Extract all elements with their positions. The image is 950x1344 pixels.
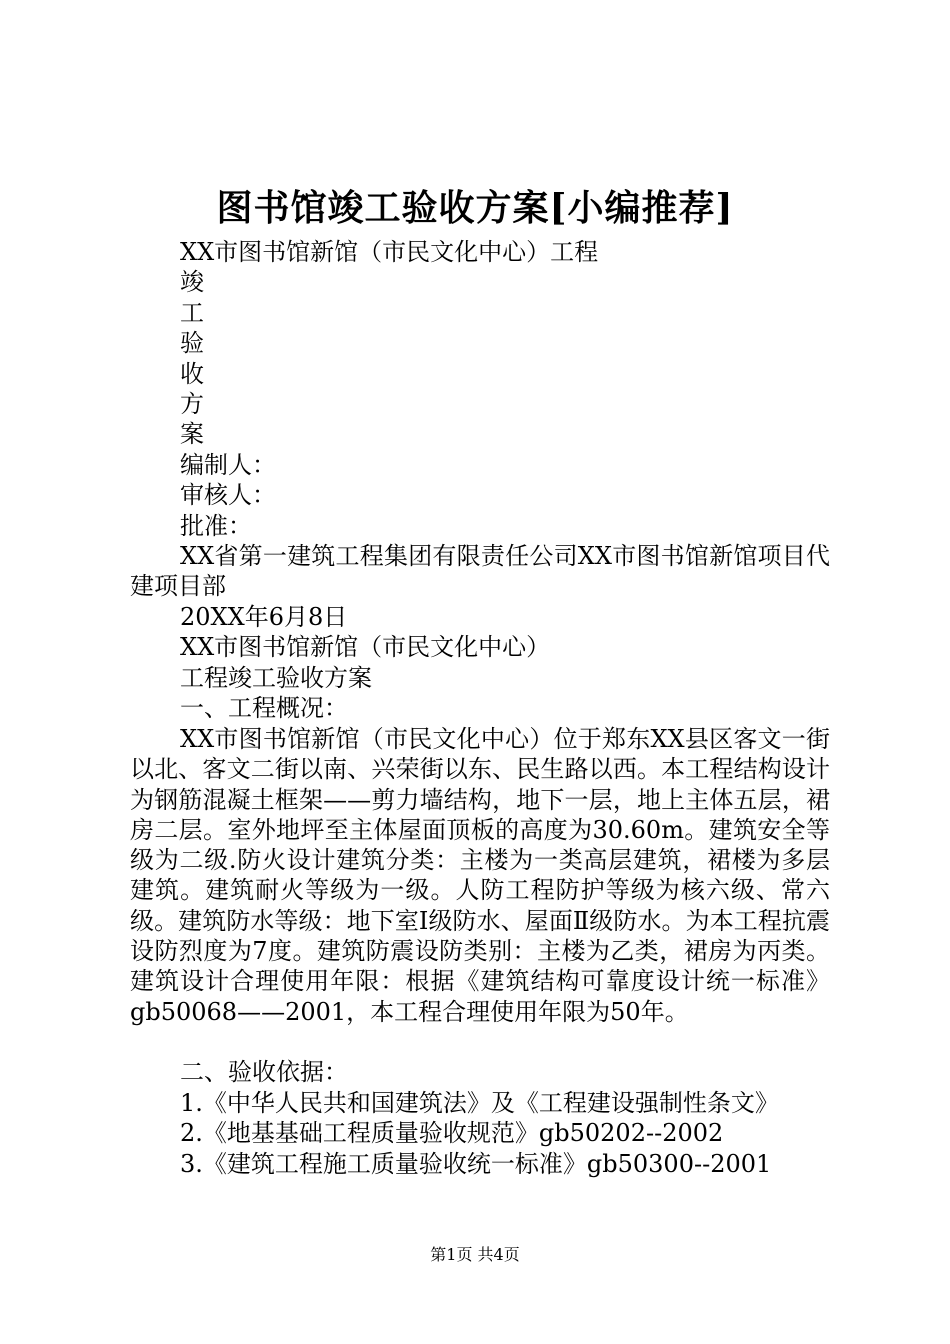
section2-heading: 二、验收依据： xyxy=(180,1058,348,1086)
document-title: 图书馆竣工验收方案[小编推荐] xyxy=(216,187,734,229)
vertical-char: 收 xyxy=(180,360,204,388)
basis-item: 3.《建筑工程施工质量验收统一标准》gb50300--2001 xyxy=(180,1150,772,1178)
section1-body: XX市图书馆新馆（市民文化中心）位于郑东XX县区客文一街以北、客文二街以南、兴荣街以东、民生路以西。本工程结构设计为钢筋混凝土框架——剪力墙结构，地下一层，地上主体五层，裙房二层。室外地坪至主体屋面顶板的高度为30.60m。建筑安全等级为二级.防火设计建筑分类：主楼为一类高层建筑，裙楼为多层建筑。建筑耐火等级为一级。人防工程防护等级为核六级、常六级。建筑防水等级：地下室Ⅰ级防水、屋面Ⅱ级防水。为本工程抗震设防烈度为7度。建筑防震设防类别：主楼为乙类，裙房为丙类。建筑设计合理使用年限：根据《建筑结构可靠度设计统一标准》gb50068——2001，本工程合理使用年限为50年。 xyxy=(130,725,830,1026)
vertical-char: 方 xyxy=(180,390,204,418)
vertical-char: 案 xyxy=(180,420,204,448)
sub-title-2: 工程竣工验收方案 xyxy=(180,664,372,692)
signer-editor: 编制人： xyxy=(180,451,276,479)
page-footer: 第1页 共4页 xyxy=(430,1245,520,1264)
vertical-char: 工 xyxy=(180,299,204,327)
sub-title-1: XX市图书馆新馆（市民文化中心） xyxy=(180,633,551,661)
signer-approver: 批准： xyxy=(180,512,252,540)
basis-item: 2.《地基基础工程质量验收规范》gb50202--2002 xyxy=(180,1119,724,1147)
document-date: 20XX年6月8日 xyxy=(180,603,348,631)
vertical-char: 验 xyxy=(180,329,204,357)
company-name: XX省第一建筑工程集团有限责任公司XX市图书馆新馆项目代建项目部 xyxy=(130,542,830,601)
basis-item: 1.《中华人民共和国建筑法》及《工程建设强制性条文》 xyxy=(180,1089,779,1117)
section1-heading: 一、工程概况： xyxy=(180,694,348,722)
signer-reviewer: 审核人： xyxy=(180,481,276,509)
project-line: XX市图书馆新馆（市民文化中心）工程 xyxy=(180,238,599,266)
vertical-char: 竣 xyxy=(180,268,204,296)
